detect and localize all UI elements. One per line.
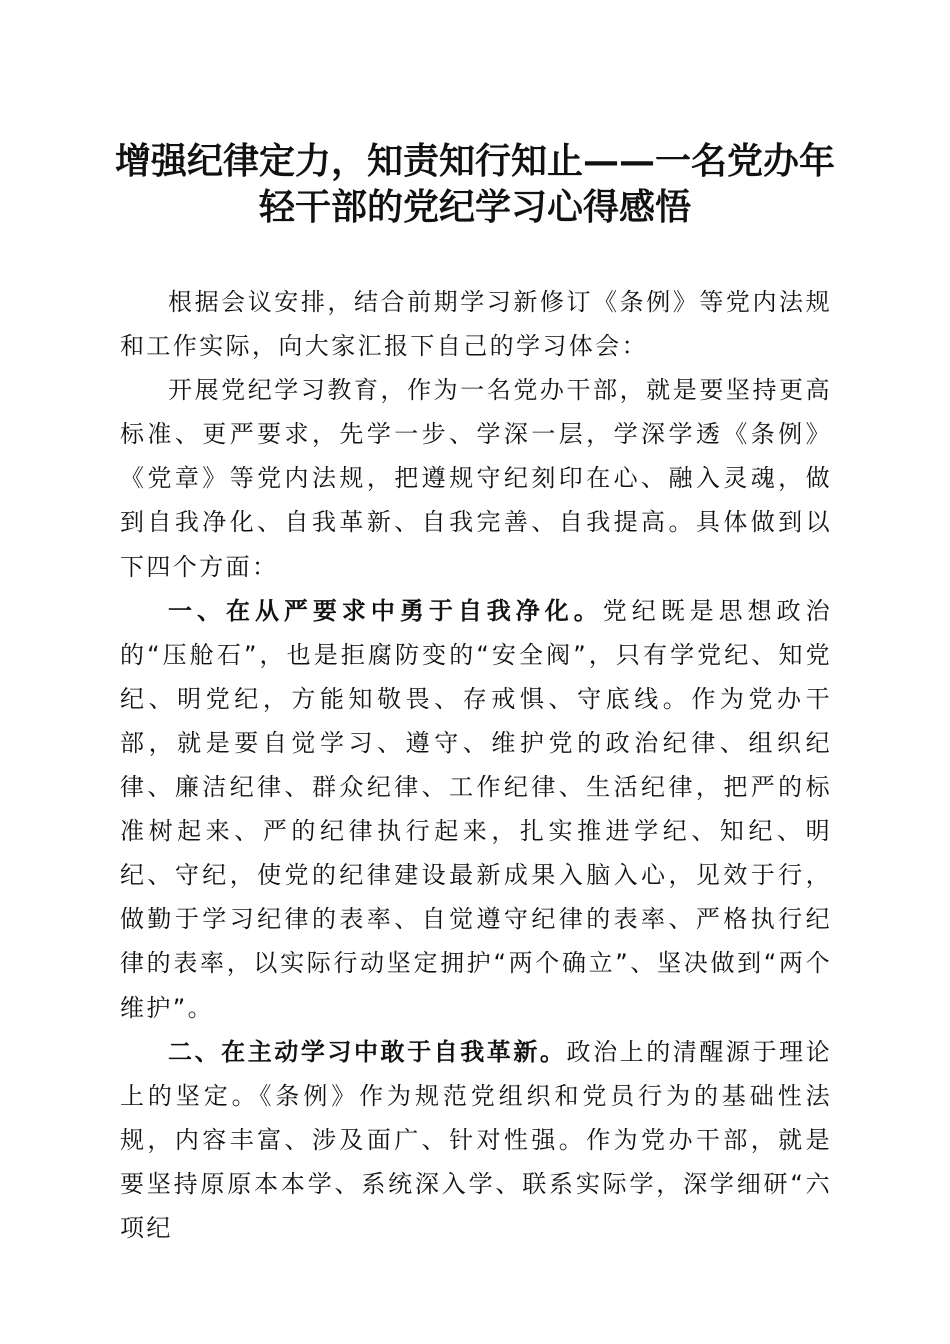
paragraph-text: 党纪既是思想政治的“压舱石”，也是拒腐防变的“安全阀”，只有学党纪、知党纪、明党纪，方能知敬畏、存戒惧、守底线。作为党办干部，就是要自觉学习、遵守、维护党的政治纪律、组织纪律、廉洁纪律、群众纪律、工作纪律、生活纪律，把严的标准树起来、严的纪律执行起来，扎实推进学纪、知纪、明纪、守纪，使党的纪律建设最新成果入脑入心，见效于行，做勤于学习纪律的表率、自觉遵守纪律的表率、严格执行纪律的表率，以实际行动坚定拥护“两个确立”、坚决做到“两个维护”。	[120, 596, 833, 1022]
paragraph-intro	[120, 280, 832, 368]
paragraph-section-2	[120, 1030, 832, 1250]
document-body	[120, 280, 832, 1250]
document-title	[100, 138, 850, 230]
title-line-1: 增强纪律定力，知责知行知止——一名党办年	[114, 140, 835, 182]
section-heading: 一、在从严要求中勇于自我净化。	[168, 596, 603, 625]
paragraph-text: 根据会议安排，结合前期学习新修订《条例》等党内法规和工作实际，向大家汇报下自己的学习体会：	[120, 288, 832, 361]
paragraph-text: 开展党纪学习教育，作为一名党办干部，就是要坚持更高标准、更严要求，先学一步、学深一层，学深学透《条例》《党章》等党内法规，把遵规守纪刻印在心、融入灵魂，做到自我净化、自我革新、自我完善、自我提高。具体做到以下四个方面：	[120, 376, 832, 581]
section-heading: 二、在主动学习中敢于自我革新。	[168, 1037, 567, 1066]
paragraph-overview	[120, 368, 832, 588]
paragraph-text: 政治上的清醒源于理论上的坚定。《条例》作为规范党组织和党员行为的基础性法规，内容丰富、涉及面广、针对性强。作为党办干部，就是要坚持原原本本学、系统深入学、联系实际学，深学细研“六项纪	[120, 1037, 832, 1242]
title-line-2: 轻干部的党纪学习心得感悟	[258, 186, 691, 228]
paragraph-section-1	[120, 589, 832, 1030]
